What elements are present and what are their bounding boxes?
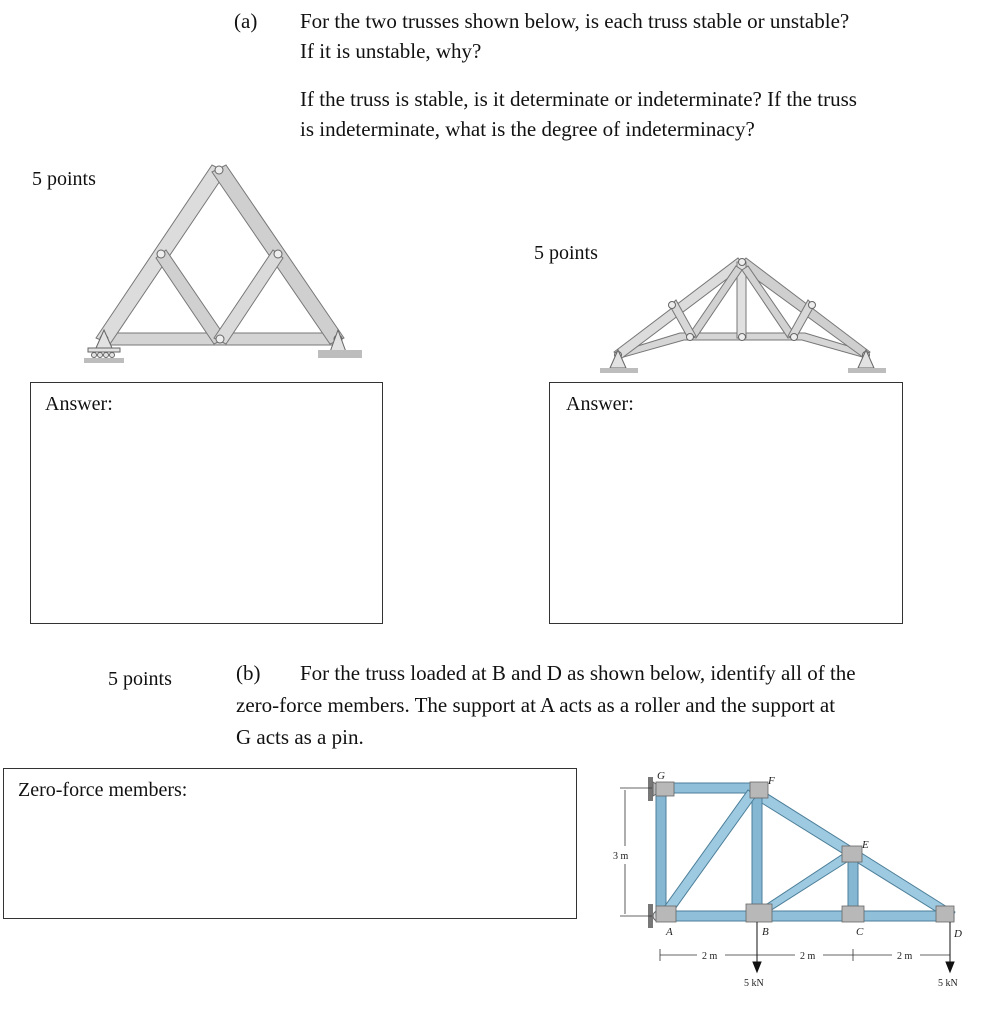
truss1-points: 5 points — [32, 168, 96, 190]
member-ad — [658, 911, 954, 921]
load-label-b: 5 kN — [744, 978, 764, 989]
gusset-b — [746, 904, 772, 922]
span-dim-3: 2 m — [897, 951, 913, 962]
height-dim-label: 3 m — [613, 851, 629, 862]
part-a-question-line3: If the truss is stable, is it determinate or indeterminate? If the truss — [300, 87, 857, 111]
answer2-label: Answer: — [566, 393, 634, 415]
node-label-e: E — [862, 839, 869, 851]
part-b-marker: (b) — [236, 661, 261, 685]
part-a-question-line2: If it is unstable, why? — [300, 39, 482, 63]
zero-force-label: Zero-force members: — [18, 779, 188, 801]
answer1-label: Answer: — [45, 393, 113, 415]
member-ga — [656, 788, 666, 916]
gusset-d — [936, 906, 954, 922]
part-b-question-line2: zero-force members. The support at A acts as a roller and the support at — [236, 693, 836, 717]
node-label-f: F — [768, 775, 775, 787]
part-b-points: 5 points — [108, 668, 172, 690]
part-b-question-line1: For the truss loaded at B and D as shown below, identify all of the — [300, 661, 856, 685]
part-a-question-line4: is indeterminate, what is the degree of indeterminacy? — [300, 117, 755, 141]
node-label-c: C — [856, 926, 864, 938]
load-label-d: 5 kN — [938, 978, 958, 989]
node-label-a: A — [666, 926, 673, 938]
load-arrow-d — [946, 922, 954, 972]
gusset-c — [842, 906, 864, 922]
member-fb — [752, 790, 762, 916]
span-dim-1: 2 m — [702, 951, 718, 962]
part-a-marker: (a) — [234, 9, 258, 33]
span-dim-2: 2 m — [800, 951, 816, 962]
node-label-d: D — [954, 928, 962, 940]
node-label-b: B — [762, 926, 769, 938]
gusset-e — [842, 846, 862, 862]
gusset-g — [656, 782, 674, 796]
part-b-question-line3: G acts as a pin. — [236, 725, 364, 749]
member-af — [662, 790, 756, 916]
gusset-a — [656, 906, 676, 922]
load-arrow-b — [753, 922, 761, 972]
truss2-points: 5 points — [534, 242, 598, 264]
part-a-question-line1: For the two trusses shown below, is each truss stable or unstable? — [300, 9, 850, 33]
gusset-f — [750, 782, 768, 798]
node-label-g: G — [657, 770, 665, 782]
